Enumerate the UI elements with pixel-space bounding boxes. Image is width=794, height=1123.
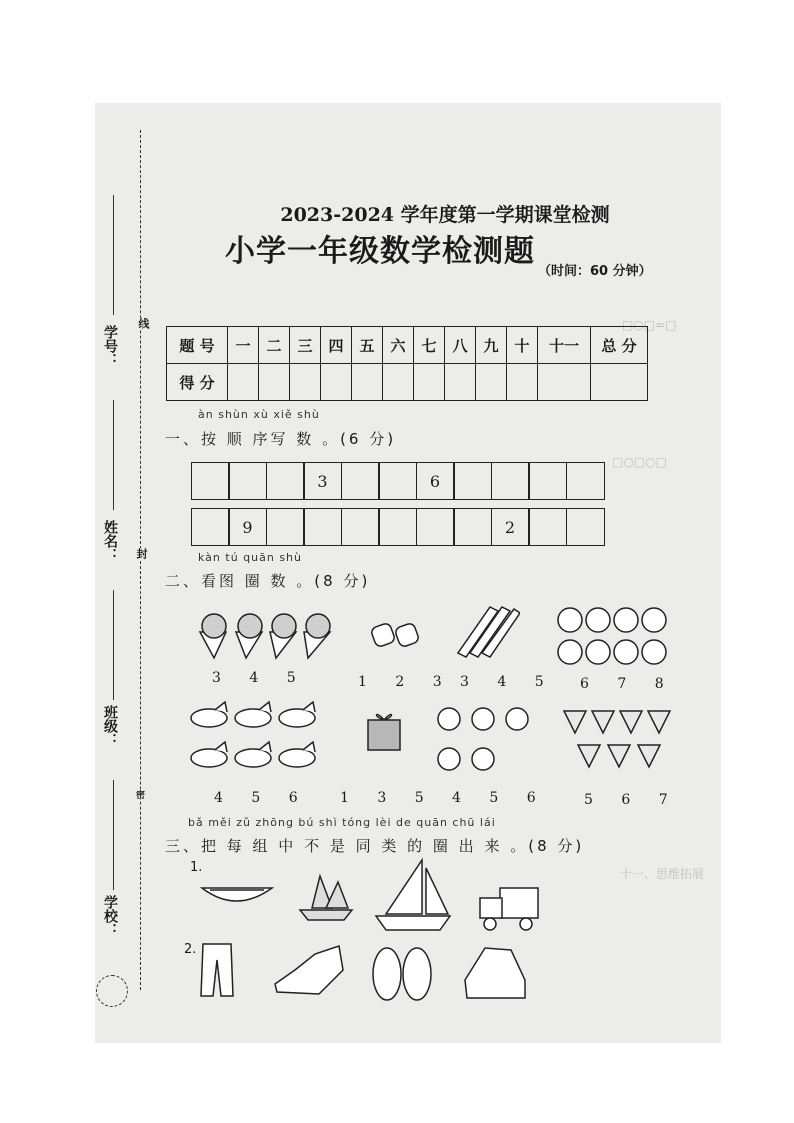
score-cell[interactable] [538, 364, 591, 401]
ice-cream-icon [270, 614, 296, 658]
item1-label: 1. [190, 860, 203, 875]
score-cell[interactable] [321, 364, 352, 401]
seal-mark-line: 线 [137, 318, 150, 329]
truck-icon [480, 888, 538, 930]
score-cell[interactable] [290, 364, 321, 401]
section3-title: 三、把 每 组 中 不 是 同 类 的 圈 出 来 。(8 分) [165, 837, 585, 855]
choice-numbers[interactable]: 1 3 5 [340, 790, 436, 806]
section3-pinyin: bǎ měi zǔ zhōng bú shì tóng lèi de quān chū lái [188, 816, 496, 829]
grid-cell[interactable] [566, 462, 605, 500]
score-cell[interactable] [507, 364, 538, 401]
class-label: 班级： [102, 705, 118, 747]
grid-cell[interactable] [416, 508, 455, 546]
bleed-through-mark: □○□=□ [622, 318, 677, 332]
score-cell[interactable] [414, 364, 445, 401]
grid-cell[interactable]: 3 [303, 462, 342, 500]
ice-cream-icon [304, 614, 330, 658]
sequence-grid-row2 [192, 508, 605, 546]
item1-row [200, 858, 540, 938]
choice-numbers[interactable]: 4 5 6 [452, 790, 548, 806]
shoe-pair-icon [373, 948, 431, 1000]
col-header: 五 [352, 327, 383, 364]
gift-box-icon [366, 710, 402, 752]
school-label: 学校： [102, 895, 118, 937]
grid-cell[interactable] [378, 462, 417, 500]
score-cell[interactable] [445, 364, 476, 401]
grid-cell[interactable] [566, 508, 605, 546]
grid-cell[interactable] [528, 462, 567, 500]
seal-mark-secret: 密 [134, 790, 144, 799]
student-no-label: 学号： [102, 325, 118, 367]
hiking-boot-icon [465, 948, 525, 998]
col-header: 九 [476, 327, 507, 364]
score-cell[interactable] [352, 364, 383, 401]
choice-numbers[interactable]: 3 4 5 [212, 670, 308, 686]
score-table [166, 326, 648, 401]
pencil-group-icon [450, 605, 520, 660]
binding-dashed-line [140, 130, 141, 990]
tomato-group-icon [556, 602, 672, 668]
ice-cream-group [196, 610, 346, 660]
school-line [113, 780, 115, 890]
grid-cell[interactable] [303, 508, 342, 546]
bleed-through-mark: □○□○□ [612, 455, 667, 469]
item2-row [195, 940, 535, 1010]
grid-cell[interactable] [266, 508, 305, 546]
col-header: 一 [228, 327, 259, 364]
score-cell[interactable] [228, 364, 259, 401]
name-label: 姓名： [102, 520, 118, 562]
score-cell[interactable] [476, 364, 507, 401]
choice-numbers[interactable]: 3 4 5 [460, 674, 556, 690]
grid-cell[interactable] [228, 462, 267, 500]
grid-cell[interactable]: 2 [491, 508, 530, 546]
item2-label: 2. [184, 942, 197, 957]
bleed-through-mark: 十一、思维拓展 [620, 867, 705, 881]
col-header: 十 [507, 327, 538, 364]
sailboat-icon [376, 860, 450, 930]
year-title: 2023-2024 学年度第一学期课堂检测 [280, 204, 610, 226]
col-header: 七 [414, 327, 445, 364]
sailing-ship-icon [300, 876, 352, 920]
row-label-question: 题 号 [167, 327, 228, 364]
section2-title: 二、看图 圈 数 。(8 分) [165, 572, 371, 590]
ice-cream-icon [200, 614, 226, 658]
choice-numbers[interactable]: 5 6 7 [584, 792, 680, 808]
col-header: 二 [259, 327, 290, 364]
score-cell[interactable] [383, 364, 414, 401]
col-header: 十一 [538, 327, 591, 364]
sequence-grid-row1 [192, 462, 605, 500]
grid-cell[interactable] [491, 462, 530, 500]
grid-cell[interactable] [378, 508, 417, 546]
score-cell[interactable] [259, 364, 290, 401]
col-header: 三 [290, 327, 321, 364]
grid-cell[interactable]: 6 [416, 462, 455, 500]
bird-group-icon [185, 700, 325, 780]
col-header-total: 总 分 [591, 327, 648, 364]
sneaker-icon [275, 946, 343, 994]
section2-pinyin: kàn tú quān shù [198, 551, 303, 564]
corner-circle-mark [96, 975, 128, 1007]
main-title: 小学一年级数学检测题 [225, 234, 535, 269]
canoe-icon [202, 888, 272, 901]
grid-cell[interactable] [191, 508, 230, 546]
choice-numbers[interactable]: 1 2 3 [358, 674, 454, 690]
col-header: 八 [445, 327, 476, 364]
chick-group-icon [435, 705, 531, 775]
trousers-icon [201, 944, 233, 996]
class-line [113, 590, 115, 700]
col-header: 六 [383, 327, 414, 364]
time-note: （时间：60 分钟） [538, 264, 652, 279]
score-cell[interactable] [591, 364, 648, 401]
grid-cell[interactable] [528, 508, 567, 546]
strawberry-group-icon [560, 705, 678, 775]
seal-mark-seal: 封 [135, 548, 148, 559]
choice-numbers[interactable]: 4 5 6 [214, 790, 310, 806]
ice-cream-icon [236, 614, 262, 658]
choice-numbers[interactable]: 6 7 8 [580, 676, 676, 692]
row-label-score: 得 分 [167, 364, 228, 401]
name-line [113, 400, 115, 510]
col-header: 四 [321, 327, 352, 364]
grid-cell[interactable] [453, 508, 492, 546]
grid-cell[interactable] [341, 508, 380, 546]
grid-cell[interactable] [191, 462, 230, 500]
grid-cell[interactable] [453, 462, 492, 500]
grid-cell[interactable] [266, 462, 305, 500]
grid-cell[interactable] [341, 462, 380, 500]
slipper-pair-icon [370, 620, 422, 650]
section1-pinyin: àn shùn xù xiě shù [198, 408, 320, 421]
section1-title: 一、按 顺 序写 数 。(6 分) [165, 430, 397, 448]
grid-cell[interactable]: 9 [228, 508, 267, 546]
